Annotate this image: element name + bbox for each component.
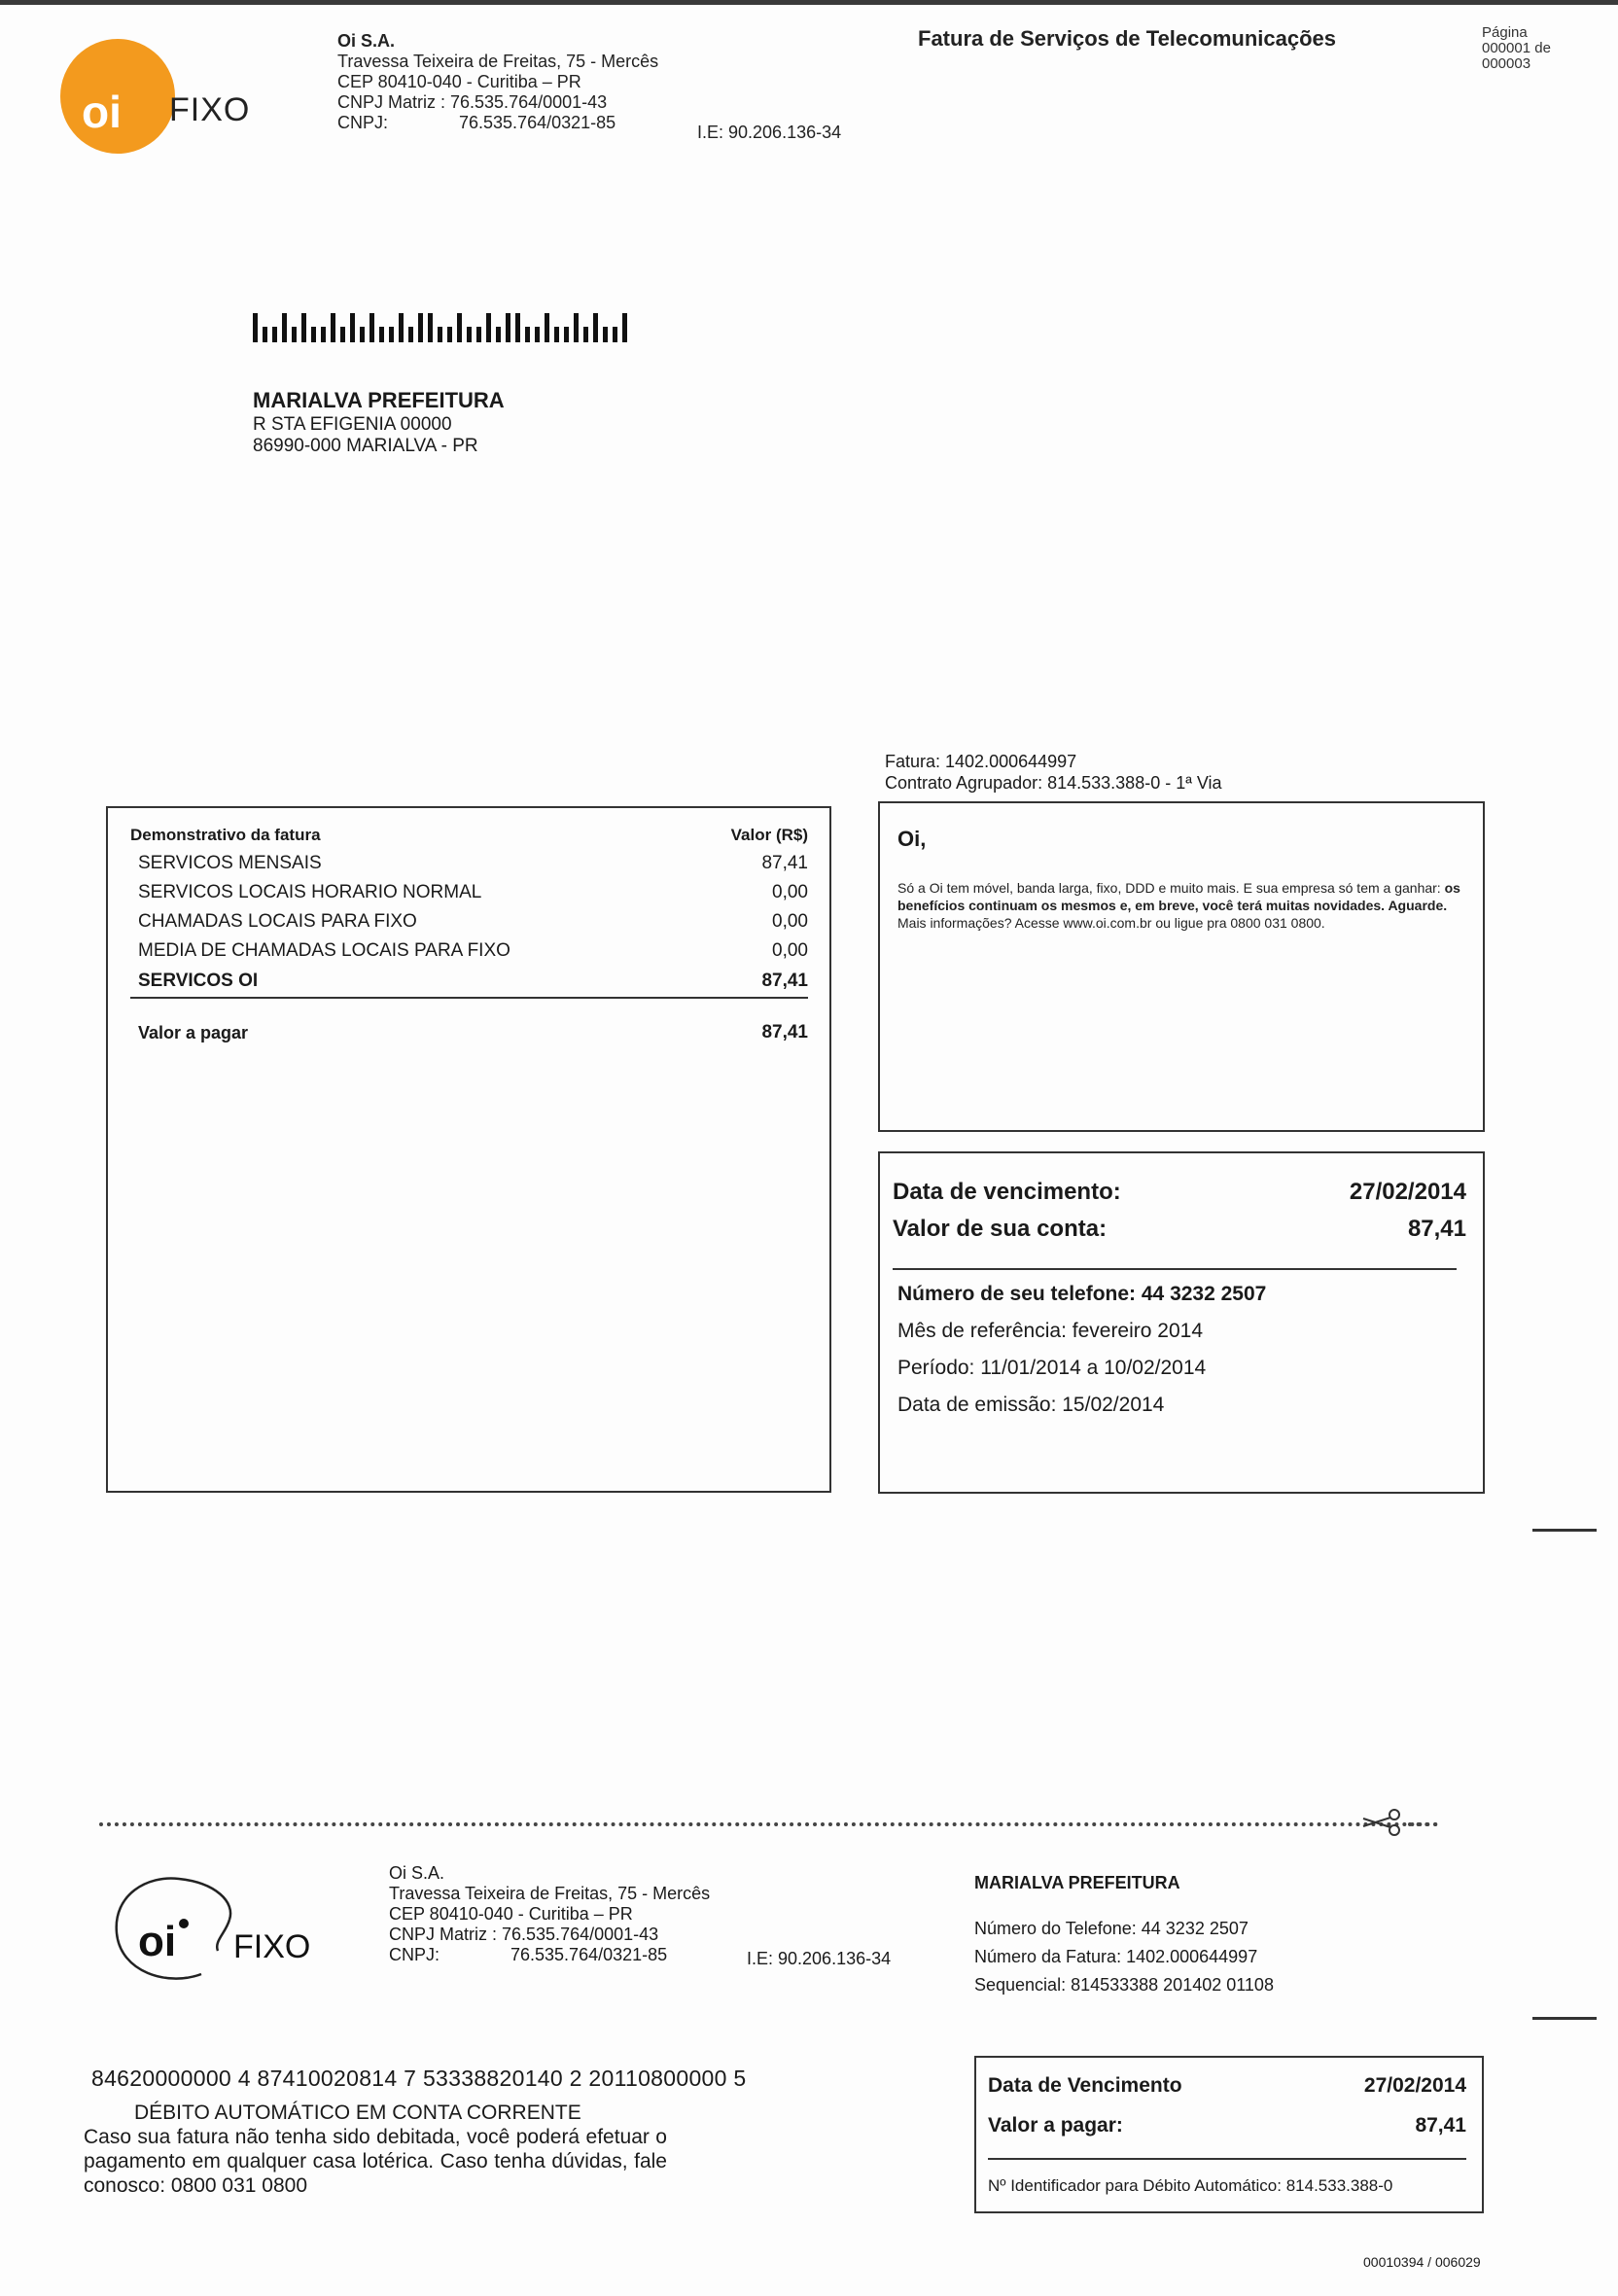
statement-row-label: CHAMADAS LOCAIS PARA FIXO — [138, 911, 417, 932]
barcode-bar — [525, 327, 530, 342]
message-text-part1: Só a Oi tem móvel, banda larga, fixo, DDD e muito mais. E sua empresa só tem a ganhar: — [897, 880, 1445, 896]
barcode-bar — [331, 313, 335, 342]
message-text-bold: os benefícios continuam os mesmos e, em breve, você terá muitas novidades. Aguarde. — [897, 880, 1460, 913]
stub-due-value: 27/02/2014 — [1363, 2074, 1466, 2097]
stub-sequence: Sequencial: 814533388 201402 01108 — [974, 1975, 1274, 1995]
stub-divider — [988, 2158, 1466, 2160]
statement-row-value: 0,00 — [772, 882, 808, 902]
barcode-digits: 84620000000 4 87410020814 7 53338820140 2 20110800000 5 — [91, 2066, 747, 2091]
stub-debit-id: Nº Identificador para Débito Automático: 814.533.388-0 — [988, 2176, 1393, 2195]
statement-heading: Demonstrativo da fatura — [130, 826, 321, 844]
stub-due-label: Data de Vencimento — [988, 2074, 1182, 2097]
margin-tick — [1532, 2017, 1597, 2020]
stub-due-box — [974, 2056, 1484, 2213]
stub-phone: Número do Telefone: 44 3232 2507 — [974, 1919, 1249, 1938]
barcode-bar — [301, 313, 306, 342]
barcode-bar — [545, 313, 549, 342]
barcode-bar — [399, 313, 404, 342]
statement-row-value: 0,00 — [772, 940, 808, 961]
stub-logo-outline — [109, 1865, 255, 1987]
statement-row-label: MEDIA DE CHAMADAS LOCAIS PARA FIXO — [138, 940, 510, 961]
statement-subtotal-label: SERVICOS OI — [138, 971, 259, 991]
barcode-bar — [603, 327, 608, 342]
summary-divider — [893, 1268, 1457, 1270]
stub-client-name: MARIALVA PREFEITURA — [974, 1873, 1180, 1892]
stub-company-address: Travessa Teixeira de Freitas, 75 - Mercês — [389, 1884, 711, 1903]
barcode-bar — [389, 327, 394, 342]
company-address: Travessa Teixeira de Freitas, 75 - Mercês — [337, 52, 659, 71]
phone-number: Número de seu telefone: 44 3232 2507 — [897, 1283, 1267, 1305]
barcode-bar — [369, 313, 374, 342]
stub-amount-label: Valor a pagar: — [988, 2114, 1123, 2137]
page-label: Página — [1482, 24, 1528, 41]
page-current: 000001 de — [1482, 40, 1551, 56]
barcode-bar — [350, 313, 355, 342]
barcode-bar — [379, 327, 384, 342]
stub-company-name: Oi S.A. — [389, 1863, 445, 1883]
company-name: Oi S.A. — [337, 31, 396, 51]
barcode-bar — [535, 327, 540, 342]
debit-title: DÉBITO AUTOMÁTICO EM CONTA CORRENTE — [134, 2102, 581, 2124]
barcode-bar — [311, 327, 316, 342]
recipient-address — [253, 387, 505, 457]
stub-logo-fixo: FIXO — [233, 1928, 311, 1965]
recipient-name: MARIALVA PREFEITURA — [253, 388, 505, 412]
statement-row — [138, 878, 808, 907]
barcode-bar — [564, 327, 569, 342]
statement-box — [106, 806, 831, 1493]
company-cnpj-label: CNPJ: — [337, 113, 389, 132]
top-border — [0, 0, 1618, 5]
reference-month: Mês de referência: fevereiro 2014 — [897, 1320, 1204, 1342]
contract-number: Contrato Agrupador: 814.533.388-0 - 1ª Via — [885, 773, 1222, 793]
due-date-label: Data de vencimento: — [893, 1179, 1121, 1205]
stub-company-cnpj-matriz: CNPJ Matriz : 76.535.764/0001-43 — [389, 1925, 659, 1944]
message-text-part2: Mais informações? Acesse www.oi.com.br ou ligue pra 0800 031 0800. — [897, 915, 1325, 931]
statement-subtotal-value: 87,41 — [761, 971, 808, 991]
stub-company-ie: I.E: 90.206.136-34 — [747, 1949, 892, 1968]
stub-amount-value: 87,41 — [1415, 2114, 1466, 2137]
document-title: Fatura de Serviços de Telecomunicações — [918, 26, 1336, 51]
statement-row-value: 0,00 — [772, 911, 808, 932]
page-indicator — [1482, 25, 1551, 72]
barcode-bar — [506, 313, 510, 342]
message-greeting: Oi, — [897, 827, 927, 851]
barcode-bar — [622, 313, 627, 342]
statement-total-label: Valor a pagar — [138, 1023, 249, 1042]
stub-company-cnpj-value: 76.535.764/0321-85 — [510, 1945, 668, 1964]
barcode-bar — [574, 313, 579, 342]
logo-fixo-text: FIXO — [169, 91, 251, 128]
barcode-bar — [340, 327, 345, 342]
margin-tick — [1532, 1529, 1597, 1532]
barcode-bar — [486, 313, 491, 342]
statement-row — [138, 907, 808, 936]
barcode-bar — [253, 313, 258, 342]
barcode-bar — [321, 327, 326, 342]
barcode-bar — [418, 313, 423, 342]
statement-row-label: SERVICOS LOCAIS HORARIO NORMAL — [138, 882, 482, 902]
company-cnpj-matriz: CNPJ Matriz : 76.535.764/0001-43 — [337, 92, 608, 112]
barcode-bar — [554, 327, 559, 342]
stub-invoice: Número da Fatura: 1402.000644997 — [974, 1947, 1258, 1966]
footer-code: 00010394 / 006029 — [1363, 2254, 1481, 2270]
barcode-bar — [476, 327, 481, 342]
barcode-bar — [515, 313, 520, 342]
recipient-street: R STA EFIGENIA 00000 — [253, 414, 452, 435]
issue-date: Data de emissão: 15/02/2014 — [897, 1394, 1165, 1416]
statement-rows — [130, 849, 808, 966]
barcode-bar — [263, 327, 267, 342]
barcode-bar — [583, 327, 588, 342]
statement-total-value: 87,41 — [761, 1022, 808, 1042]
barcode-bar — [428, 313, 433, 342]
stub-company-cep: CEP 80410-040 - Curitiba – PR — [389, 1904, 633, 1924]
amount-value: 87,41 — [1407, 1216, 1466, 1242]
billing-period: Período: 11/01/2014 a 10/02/2014 — [897, 1357, 1207, 1379]
cut-line — [99, 1822, 1439, 1826]
summary-box — [878, 1151, 1485, 1494]
stub-company-cnpj-label: CNPJ: — [389, 1945, 440, 1964]
company-cep: CEP 80410-040 - Curitiba – PR — [337, 72, 581, 91]
barcode-bar — [272, 327, 277, 342]
statement-row — [138, 849, 808, 878]
company-cnpj-value: 76.535.764/0321-85 — [459, 113, 616, 132]
barcode-bar — [496, 327, 501, 342]
scissors-icon — [1359, 1805, 1406, 1840]
statement-row-label: SERVICOS MENSAIS — [138, 853, 322, 873]
postal-barcode — [253, 311, 632, 342]
company-info — [337, 31, 862, 133]
barcode-bar — [282, 313, 287, 342]
message-text — [897, 879, 1461, 932]
barcode-bar — [457, 313, 462, 342]
barcode-bar — [438, 327, 442, 342]
invoice-number: Fatura: 1402.000644997 — [885, 752, 1077, 771]
stub-client-info — [974, 1873, 1480, 1999]
message-box — [878, 801, 1485, 1132]
page-total: 000003 — [1482, 55, 1531, 72]
barcode-bar — [593, 313, 598, 342]
barcode-bar — [360, 327, 365, 342]
due-date-value: 27/02/2014 — [1349, 1179, 1466, 1205]
statement-row — [138, 936, 808, 966]
amount-label: Valor de sua conta: — [893, 1216, 1108, 1242]
debit-text: Caso sua fatura não tenha sido debitada, você poderá efetuar o pagamento em qualquer casa lotérica. Caso tenha dúvidas, fale conosco: 0800 031 0800 — [84, 2126, 667, 2197]
cut-line-end — [1408, 1822, 1437, 1826]
company-ie: I.E: 90.206.136-34 — [697, 123, 842, 142]
invoice-info — [885, 751, 1222, 794]
barcode-bar — [447, 327, 452, 342]
barcode-bar — [408, 327, 413, 342]
statement-value-heading: Valor (R$) — [730, 826, 808, 844]
barcode-bar — [613, 327, 617, 342]
oi-fixo-logo — [60, 39, 255, 146]
recipient-city: 86990-000 MARIALVA - PR — [253, 436, 478, 456]
barcode-bar — [292, 327, 297, 342]
stub-logo-oi: oi — [138, 1918, 177, 1965]
barcode-bar — [467, 327, 472, 342]
logo-oi-text: oi — [82, 87, 122, 137]
statement-row-value: 87,41 — [761, 853, 808, 873]
